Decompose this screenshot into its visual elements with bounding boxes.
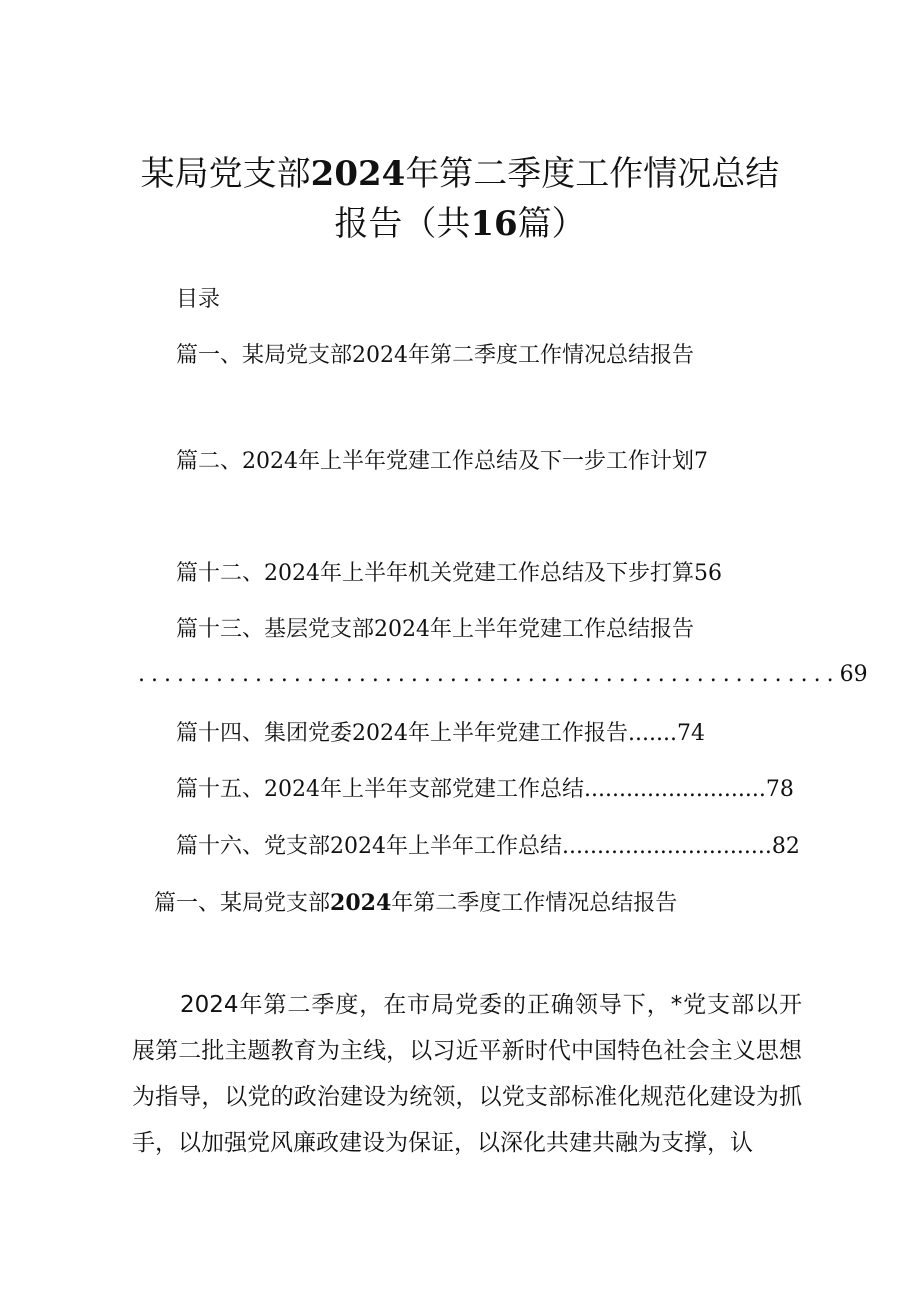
toc-entry-1[interactable] [176, 338, 694, 369]
toc-entry-13[interactable] [176, 612, 694, 643]
toc-entry-dots: .......................... [584, 777, 766, 802]
toc-entry-year: 2024 [374, 617, 431, 642]
title-count: 16 [470, 204, 518, 244]
section-heading-year: 2024 [330, 890, 392, 916]
document-title-line-2 [60, 196, 860, 245]
toc-entry-12[interactable] [176, 556, 722, 587]
title-text: 报告（共 [334, 204, 471, 244]
toc-entry-16[interactable] [176, 829, 800, 860]
toc-entry-13-leader[interactable] [138, 662, 868, 687]
toc-entry-page: 78 [765, 777, 794, 802]
toc-entry-prefix: 篇一、某局党支部 [176, 343, 353, 368]
toc-entry-dots: ....... [628, 721, 677, 746]
toc-entry-page: 69 [839, 662, 868, 687]
document-title-line-1 [60, 146, 860, 195]
toc-entry-page: 56 [694, 561, 723, 586]
toc-entry-year: 2024 [352, 721, 409, 746]
toc-entry-dots: .............................. [562, 834, 772, 859]
title-text: 篇） [517, 204, 586, 244]
toc-entry-title: 年上半年支部党建工作总结 [320, 777, 585, 802]
toc-entry-14[interactable] [176, 716, 705, 747]
toc-entry-title: 年上半年党建工作总结报告 [430, 617, 695, 642]
toc-entry-prefix: 篇十五、 [176, 777, 265, 802]
toc-entry-page: 74 [676, 721, 705, 746]
toc-entry-year: 2024 [330, 834, 387, 859]
toc-entry-prefix: 篇十四、集团党委 [176, 721, 353, 746]
toc-entry-title: 年上半年机关党建工作总结及下步打算 [320, 561, 695, 586]
toc-entry-year: 2024 [352, 343, 409, 368]
title-year: 2024 [310, 154, 406, 194]
title-text: 某局党支部 [140, 154, 311, 194]
toc-entry-year: 2024 [242, 449, 299, 474]
toc-entry-title: 年上半年党建工作报告 [408, 721, 629, 746]
toc-entry-prefix: 篇十六、党支部 [176, 834, 331, 859]
toc-entry-prefix: 篇二、 [176, 449, 243, 474]
toc-heading: 目录 [176, 287, 221, 312]
toc-entry-2[interactable] [176, 444, 708, 475]
section-heading-title: 年第二季度工作情况总结报告 [391, 891, 678, 916]
toc-entry-title: 年第二季度工作情况总结报告 [408, 343, 695, 368]
toc-entry-15[interactable] [176, 772, 794, 803]
toc-entry-title: 年上半年工作总结 [386, 834, 563, 859]
section-heading [154, 886, 677, 917]
toc-entry-year: 2024 [264, 561, 321, 586]
body-paragraph: 2024年第二季度，在市局党委的正确领导下，*党支部以开展第二批主题教育为主线，以习近平新时代中国特色社会主义思想为指导，以党的政治建设为统领，以党支部标准化规范化建设为抓手，以加强党风廉政建设为保证，以深化共建共融为支撑，认 [132, 992, 802, 1156]
toc-entry-page: 82 [771, 834, 800, 859]
toc-entry-year: 2024 [264, 777, 321, 802]
toc-entry-page: 7 [694, 449, 709, 474]
title-text: 年第二季度工作情况总结 [405, 154, 780, 194]
toc-entry-dots: ...................................................... [138, 662, 840, 687]
toc-entry-prefix: 篇十二、 [176, 561, 265, 586]
section-heading-prefix: 篇一、某局党支部 [154, 891, 331, 916]
toc-entry-title: 年上半年党建工作总结及下一步工作计划 [298, 449, 695, 474]
toc-entry-prefix: 篇十三、基层党支部 [176, 617, 375, 642]
